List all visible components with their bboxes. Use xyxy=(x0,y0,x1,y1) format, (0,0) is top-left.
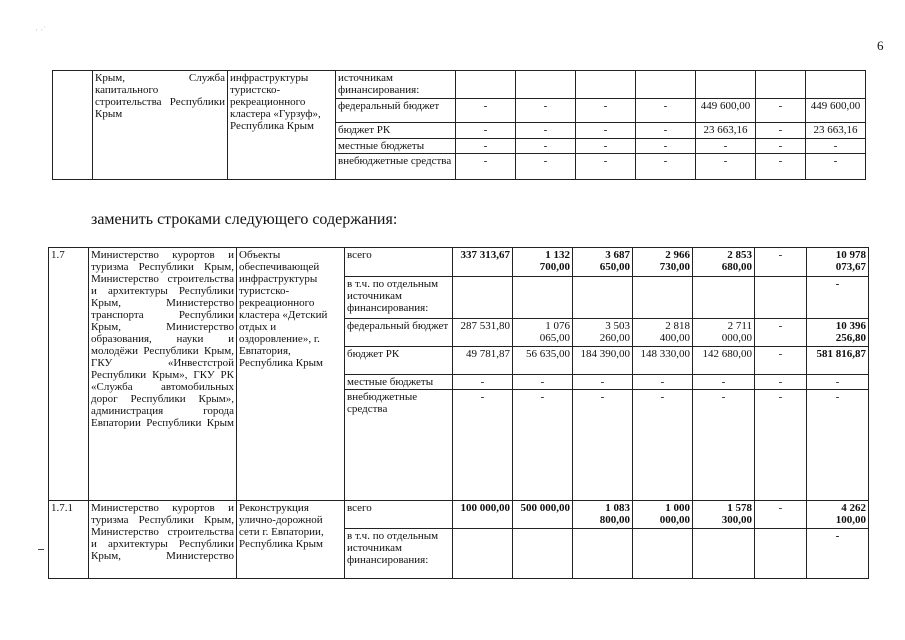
value-cell: 2 853 680,00 xyxy=(693,248,755,277)
value-cell: - xyxy=(576,154,636,180)
value-cell: - xyxy=(636,99,696,123)
num-cell xyxy=(53,71,93,180)
value-cell: 56 635,00 xyxy=(513,347,573,375)
value-cell: 3 687 650,00 xyxy=(573,248,633,277)
source-cell: внебюджетные средства xyxy=(345,390,453,501)
source-cell: внебюджетные средства xyxy=(336,154,456,180)
value-cell: 23 663,16 xyxy=(696,123,756,139)
value-cell: - xyxy=(756,123,806,139)
source-cell: в т.ч. по отдельным источникам финансирования: xyxy=(345,529,453,579)
value-cell: - xyxy=(806,139,866,154)
value-cell: 148 330,00 xyxy=(633,347,693,375)
value-cell: - xyxy=(633,390,693,501)
source-cell: местные бюджеты xyxy=(336,139,456,154)
source-cell: бюджет РК xyxy=(336,123,456,139)
value-cell: 10 396 256,80 xyxy=(807,319,869,347)
value-cell: 23 663,16 xyxy=(806,123,866,139)
value-cell: 287 531,80 xyxy=(453,319,513,347)
value-cell: - xyxy=(756,154,806,180)
value-cell: - xyxy=(755,390,807,501)
value-cell: 1 076 065,00 xyxy=(513,319,573,347)
value-cell: - xyxy=(573,375,633,390)
value-cell: 4 262 100,00 xyxy=(807,501,869,529)
value-cell: - xyxy=(807,277,869,319)
value-cell: - xyxy=(636,154,696,180)
source-cell: всего xyxy=(345,248,453,277)
value-cell: - xyxy=(456,123,516,139)
value-cell: 3 503 260,00 xyxy=(573,319,633,347)
value-cell: 449 600,00 xyxy=(696,99,756,123)
value-cell: - xyxy=(755,347,807,375)
value-cell: - xyxy=(456,154,516,180)
value-cell: - xyxy=(807,375,869,390)
value-cell: - xyxy=(573,390,633,501)
value-cell: 1 000 000,00 xyxy=(633,501,693,529)
value-cell: - xyxy=(693,375,755,390)
object-cell: инфраструктуры туристско-рекреационного кластера «Гурзуф», Республика Крым xyxy=(228,71,336,180)
value-cell: - xyxy=(516,99,576,123)
value-cell: - xyxy=(576,139,636,154)
value-cell: - xyxy=(456,139,516,154)
source-cell: местные бюджеты xyxy=(345,375,453,390)
value-cell: - xyxy=(516,123,576,139)
value-cell: - xyxy=(696,139,756,154)
source-cell: в т.ч. по отдельным источникам финансирования: xyxy=(345,277,453,319)
table-row xyxy=(53,71,866,99)
value-cell: 142 680,00 xyxy=(693,347,755,375)
value-cell: - xyxy=(806,154,866,180)
top-budget-table xyxy=(52,70,866,180)
source-cell: бюджет РК xyxy=(345,347,453,375)
value-cell: - xyxy=(756,99,806,123)
value-cell: - xyxy=(755,501,807,529)
executor-cell: Министерство курортов и туризма Республики Крым, Министерство строительства и архитектуры Республики Крым, Министерство xyxy=(89,501,237,579)
margin-mark xyxy=(38,549,44,550)
value-cell: 500 000,00 xyxy=(513,501,573,529)
value-cell: - xyxy=(453,390,513,501)
source-cell: всего xyxy=(345,501,453,529)
page-number: 6 xyxy=(877,38,884,53)
value-cell: - xyxy=(807,390,869,501)
value-cell: 184 390,00 xyxy=(573,347,633,375)
value-cell: 449 600,00 xyxy=(806,99,866,123)
executor-cell: Крым, Служба капитального строительства Республики Крым xyxy=(93,71,228,180)
value-cell: 2 966 730,00 xyxy=(633,248,693,277)
value-cell: - xyxy=(696,154,756,180)
source-cell: федеральный бюджет xyxy=(336,99,456,123)
value-cell: - xyxy=(633,375,693,390)
value-cell: - xyxy=(807,529,869,579)
main-budget-table xyxy=(48,247,869,579)
value-cell: 337 313,67 xyxy=(453,248,513,277)
value-cell: - xyxy=(456,99,516,123)
value-cell: - xyxy=(516,154,576,180)
item-number: 1.7.1 xyxy=(49,501,89,579)
value-cell: - xyxy=(755,375,807,390)
value-cell: 49 781,87 xyxy=(453,347,513,375)
value-cell: - xyxy=(513,375,573,390)
table-row xyxy=(49,248,869,277)
value-cell: - xyxy=(693,390,755,501)
object-cell: Объекты обеспечивающей инфраструктуры туристско-рекреационного кластера «Детский отдых и оздоровление», г. Евпатория, Республика Крым xyxy=(237,248,345,501)
value-cell: 581 816,87 xyxy=(807,347,869,375)
value-cell: - xyxy=(516,139,576,154)
value-cell: - xyxy=(755,248,807,277)
source-cell: источникам финансирования: xyxy=(336,71,456,99)
value-cell: 2 818 400,00 xyxy=(633,319,693,347)
value-cell: 100 000,00 xyxy=(453,501,513,529)
executor-cell: Министерство курортов и туризма Республики Крым, Министерство строительства и архитектуры Республики Крым, Министерство транспорта Республики Крым, Министерство образования, науки и молодёжи Республики Крым, ГКУ «Инвестстрой Республики Крым», ГКУ РК «Служба автомобильных дорог Республики Крым», администрация города Евпатории Республики Крым xyxy=(89,248,237,501)
scan-speckles: · ·˙ xyxy=(35,25,47,35)
value-cell: 1 132 700,00 xyxy=(513,248,573,277)
value-cell: - xyxy=(755,319,807,347)
value-cell: - xyxy=(636,139,696,154)
value-cell: - xyxy=(513,390,573,501)
table-row xyxy=(49,501,869,529)
value-cell: 1 083 800,00 xyxy=(573,501,633,529)
value-cell: - xyxy=(576,123,636,139)
replace-instruction: заменить строками следующего содержания: xyxy=(91,211,398,228)
object-cell: Реконструкция улично-дорожной сети г. Евпатории, Республика Крым xyxy=(237,501,345,579)
value-cell: - xyxy=(636,123,696,139)
value-cell: 2 711 000,00 xyxy=(693,319,755,347)
value-cell: - xyxy=(756,139,806,154)
value-cell: - xyxy=(453,375,513,390)
value-cell: 1 578 300,00 xyxy=(693,501,755,529)
value-cell: 10 978 073,67 xyxy=(807,248,869,277)
source-cell: федеральный бюджет xyxy=(345,319,453,347)
item-number: 1.7 xyxy=(49,248,89,501)
value-cell: - xyxy=(576,99,636,123)
